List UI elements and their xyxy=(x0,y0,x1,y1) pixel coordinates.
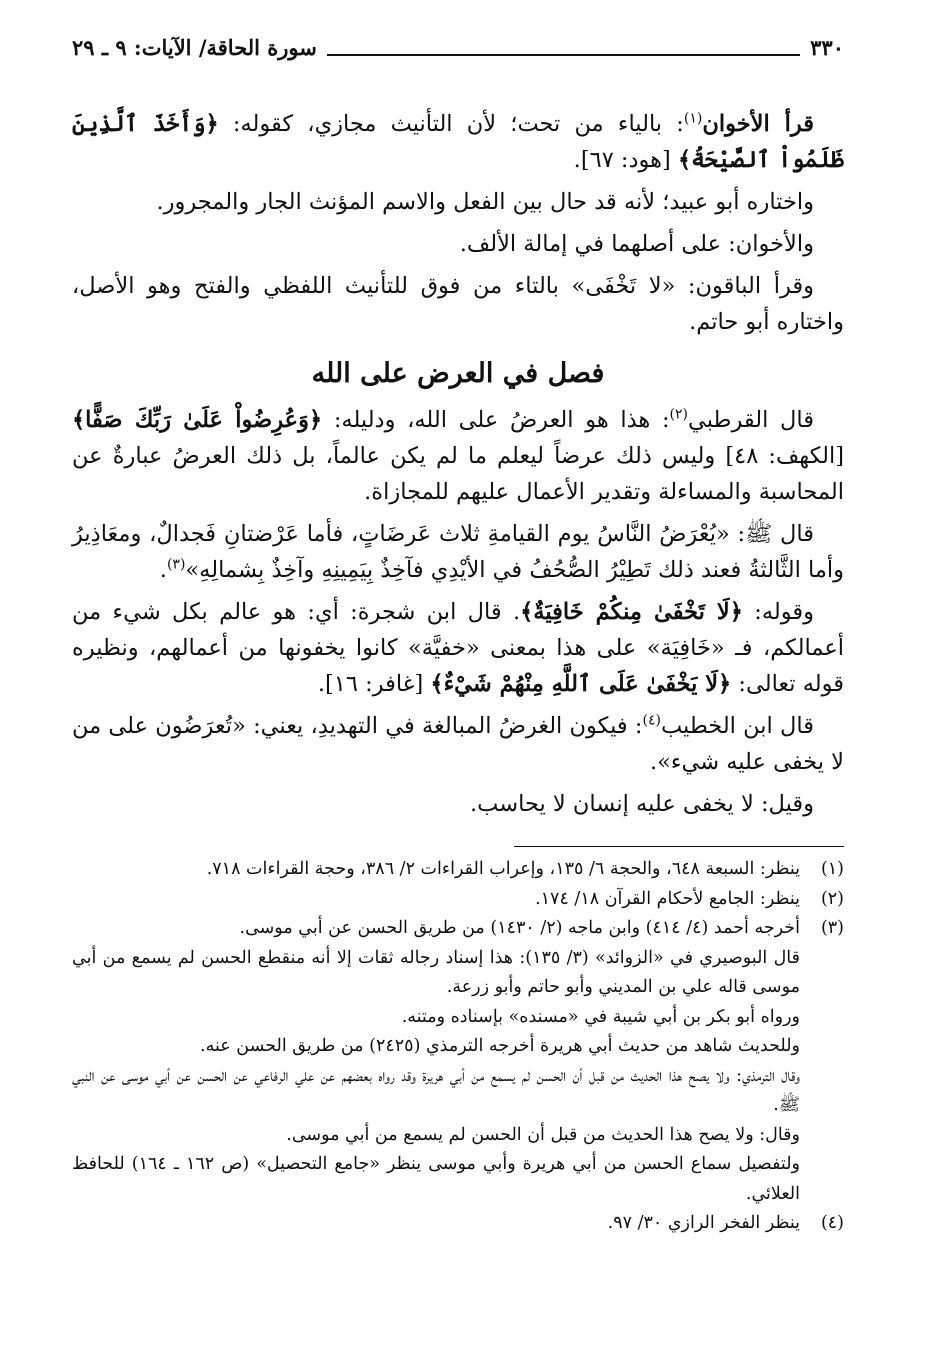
paragraph-3: والأخوان: على أصلهما في إمالة الألف. xyxy=(459,231,814,257)
footnote-line: ينظر: الجامع لأحكام القرآن ١٨/ ١٧٤. xyxy=(535,888,800,909)
footnote-number: (٣) xyxy=(820,918,844,938)
footnote-line: قال البوصيري في «الزوائد» (٣/ ١٣٥): هذا إسناد رجاله ثقات إلا أنه منقطع الحسن لم يسمع من أبي موسى قاله علي بن المديني وأبو حاتم وأبو زرعة. xyxy=(72,947,800,997)
quoted-author: قال القرطبي xyxy=(688,407,814,433)
quran-verse: ﴿وَعُرِضُواْ عَلَىٰ رَبِّكَ صَفًّا﴾ xyxy=(72,407,323,433)
footnote-line: وللحديث شاهد من حديث أبي هريرة أخرجه الترمذي (٢٤٢٥) من طريق الحسن عنه. xyxy=(200,1036,800,1056)
footnote-number: (٢) xyxy=(820,888,844,909)
footnote-line: ورواه أبو بكر بن أبي شيبة في «مسنده» بإسناده ومتنه. xyxy=(401,1006,800,1027)
header-rule xyxy=(327,54,800,56)
footnote-line: ولتفصيل سماع الحسن من أبي هريرة وأبي موسى ينظر «جامع التحصيل» (ص ١٦٢ ـ ١٦٤) للحافظ العلائي. xyxy=(72,1154,801,1204)
paragraph-text: : فيكون الغرضُ المبالغة في التهديدِ، يعني: «تُعرَضُون على من لا يخفى عليه شيء». xyxy=(72,713,844,775)
footnote-ref-4[interactable]: (٤) xyxy=(642,712,661,729)
footnote-line: ينظر: السبعة ٦٤٨، والحجة ٦/ ١٣٥، وإعراب القراءات ٢/ ٣٨٦، وحجة القراءات ٧١٨. xyxy=(206,859,800,879)
footnotes xyxy=(72,855,844,1239)
footnote-ref-1[interactable]: (١) xyxy=(683,110,703,127)
reader-name: قرأ الأخوان xyxy=(702,111,814,137)
paragraph-5 xyxy=(72,402,844,510)
paragraph-text: : بالياء من تحت؛ لأن التأنيث مجازي، كقوله: xyxy=(218,111,684,137)
hadith-text: قال ﷺ: «يُعْرَضُ النَّاسُ يوم القيامةِ ثلاث عَرضَاتٍ، فأما عَرْضتانِ فَجدالٌ، ومعَاذِيرُ وأما الثَّالثةُ فعند ذلك تَطِيْرُ الصُّحُفُ في الأيْدِي فآخِذٌ بِيَمِينِهِ وآخِذٌ بِشمالِهِ» xyxy=(72,521,844,583)
footnote-separator xyxy=(514,846,844,847)
paragraph-1 xyxy=(72,106,844,178)
footnote-2 xyxy=(72,885,844,915)
paragraph-2: واختاره أبو عبيد؛ لأنه قد حال بين الفعل والاسم المؤنث الجار والمجرور. xyxy=(156,189,814,215)
footnote-ref-3[interactable]: (٣) xyxy=(166,556,186,573)
footnote-3 xyxy=(72,914,844,1209)
quoted-author: قال ابن الخطيب xyxy=(660,713,815,739)
quran-verse: ﴿لَا يَخْفَىٰ عَلَى ٱللَّهِ مِنْهُمْ شَيْءٌ﴾ xyxy=(430,671,732,697)
footnote-line: وقال: ولا يصح هذا الحديث من قبل أن الحسن لم يسمع من أبي موسى. xyxy=(286,1124,800,1145)
footnote-4 xyxy=(72,1209,844,1239)
footnote-number: (١) xyxy=(820,859,844,879)
footnote-ref-2[interactable]: (٢) xyxy=(669,406,688,423)
verse-reference: [هود: ٦٧]. xyxy=(573,147,678,173)
quran-verse: ﴿لَا تَخْفَىٰ مِنكُمْ خَافِيَةٌ﴾ xyxy=(520,599,743,625)
paragraph-4: وقرأ الباقون: «لا تَخْفَى» بالتاء من فوق للتأنيث اللفظي والفتح وهو الأصل، واختاره أبو حاتم. xyxy=(72,273,844,335)
book-page xyxy=(72,30,844,1239)
verse-reference: [غافر: ١٦]. xyxy=(317,671,431,697)
quran-verse: ﴿وَأَخَذَ ٱلَّذِينَ ظَلَمُواْ ٱلصَّيْحَةُ﴾ xyxy=(72,111,844,173)
main-text xyxy=(72,106,844,822)
running-title: سورة الحاقة/ الآيات: ٩ ـ ٢٩ xyxy=(72,35,317,60)
paragraph-text: . قال ابن شجرة: أي: هو عالم بكل شيء من أعمالكم، فـ «خَافِيَة» على هذا بمعنى «خفيَّة» كانوا يخفونها من أعمالهم، ونظيره قوله تعالى: xyxy=(72,599,844,697)
footnote-1 xyxy=(72,855,844,885)
paragraph-text: وقوله: xyxy=(742,599,814,625)
footnote-number: (٤) xyxy=(820,1213,844,1233)
section-title: فصل في العرض على الله xyxy=(311,358,605,389)
paragraph-7 xyxy=(72,594,844,702)
page-header xyxy=(72,30,844,66)
paragraph-text: [الكهف: ٤٨] وليس ذلك عرضاً ليعلم ما لم يكن عالماً، بل ذلك العرضُ عبارةٌ عن المحاسبة والمساءلة وتقدير الأعمال عليهم للمجازاة. xyxy=(72,443,844,505)
paragraph-9: وقيل: لا يخفى عليه إنسان لا يحاسب. xyxy=(470,791,814,817)
footnote-line: ينظر الفخر الرازي ٣٠/ ٩٧. xyxy=(607,1213,800,1233)
paragraph-8 xyxy=(72,708,844,780)
footnote-line: أخرجه أحمد (٤/ ٤١٤) وابن ماجه (٢/ ١٤٣٠) من طريق الحسن عن أبي موسى. xyxy=(239,918,800,938)
paragraph-text: : هذا هو العرضُ على الله، ودليله: xyxy=(322,407,670,433)
page-number: ٣٣٠ xyxy=(810,35,844,60)
footnote-line: وقال الترمذي: ولا يصح هذا الحديث من قبل أن الحسن لم يسمع من أبي هريرة وقد رواه بعضهم عن علي الرفاعي عن الحسن عن أبي موسى عن النبي ﷺ. xyxy=(72,1065,800,1115)
paragraph-6 xyxy=(72,516,844,588)
paragraph-end: . xyxy=(159,557,167,583)
